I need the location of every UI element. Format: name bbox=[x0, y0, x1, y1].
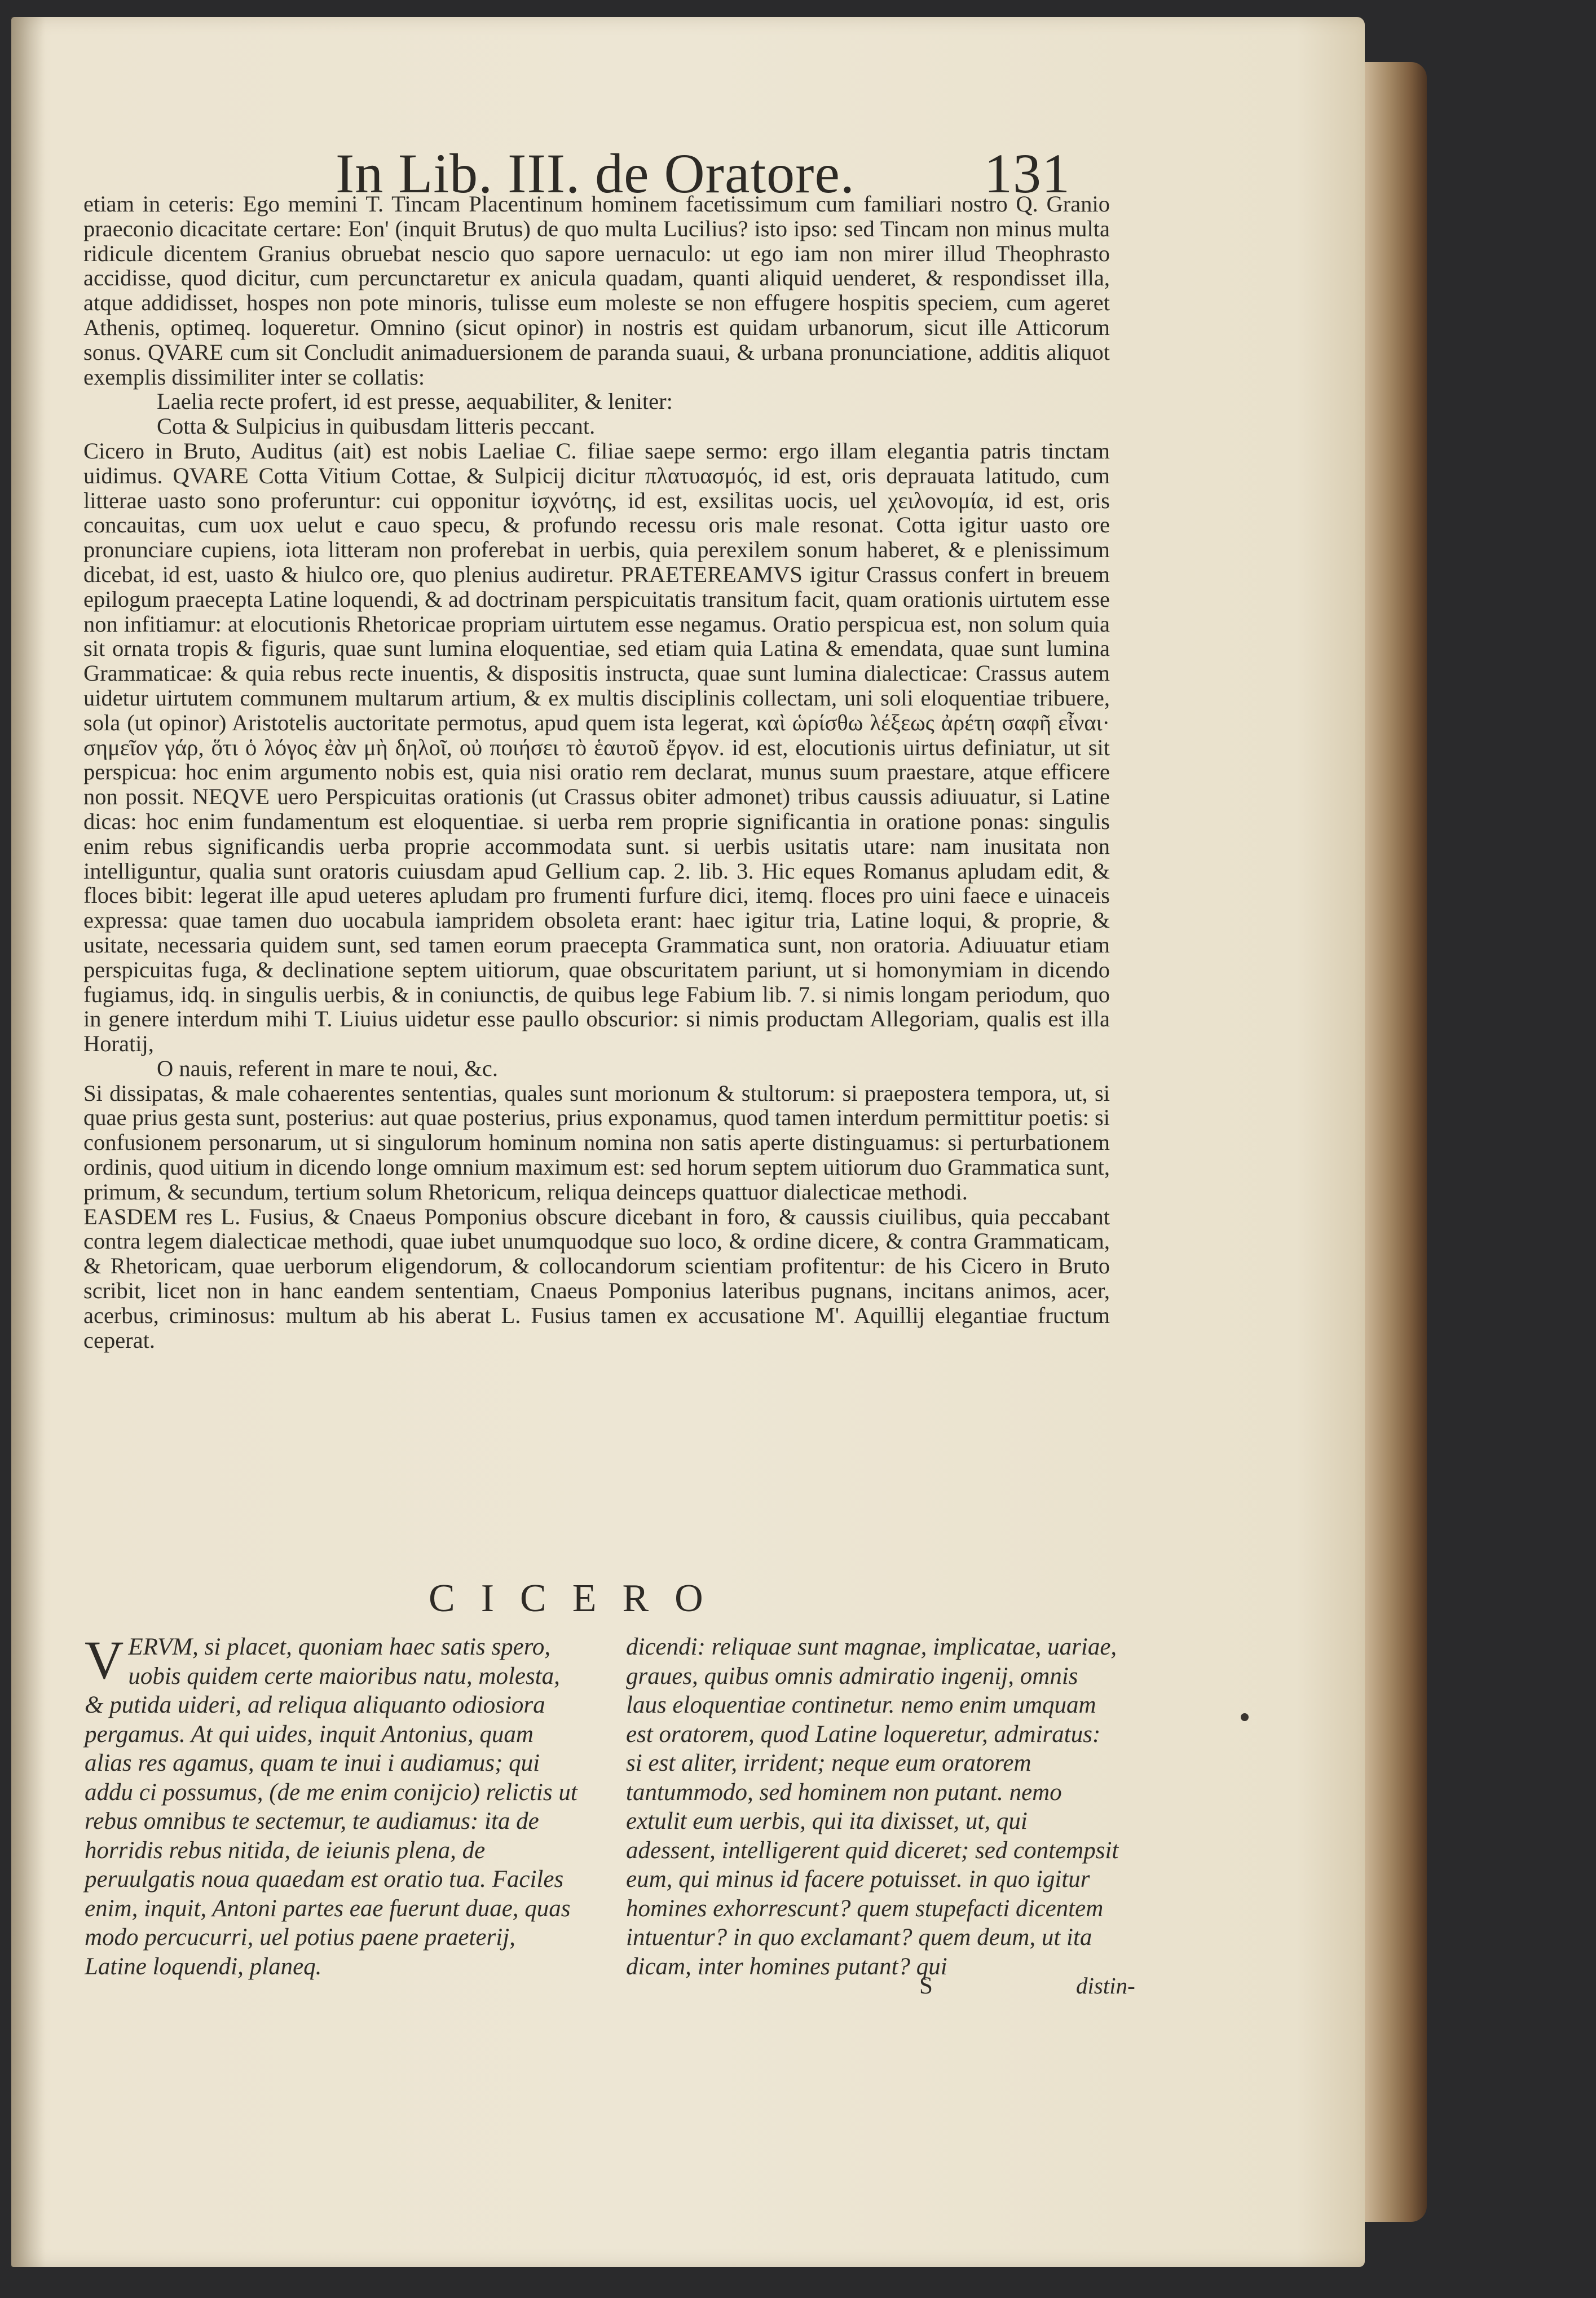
commentary-paragraph: Cicero in Bruto, Auditus (ait) est nobis Laeliae C. filiae saepe sermo: ergo illam elegantia patris tinctam uidimus. QVARE Cotta Vitium Cottae, & Sulpicij dicitur πλατυασμός, id est, oris deprauata latitudo, cum litterae uasto sono proferuntur: cui opponitur ἰσχνότης, id est, exsilitas uocis, uel χειλονομία, id est, oris concauitas, cum uox uelut e cauo specu, & profundo recessu oris male resonat. Cotta igitur uasto ore pronunciare cupiens, iota litteram non proferebat in uerbis, quia perexilem sonum haberet, & e plenissimum dicebat, id est, uasto & hiulco ore, quo plenius audiretur. PRAETEREAMVS igitur Crassus confert in breuem epilogum praecepta Latine loquendi, & ad doctrinam perspicuitatis transitum facit, quam orationis uirtutem esse non infitiamur: at elocutionis Rhetoricae propriam uirtutem esse negamus. Oratio perspicua est, non solum quia sit ornata tropis & figuris, quae sunt lumina eloquentiae, sed etiam quia Latina & emendata, quae sunt lumina Grammaticae: & quia rebus recte inuentis, & dispositis instructa, quae sunt lumina dialecticae: Crassus autem uidetur uirtutem communem multarum artium, & ex multis disciplinis collectam, uni soli eloquentiae tribuere, sola (ut opinor) Aristotelis auctoritate permotus, apud quem ista legerat, καὶ ὡρίσθω λέξεως ἀρέτη σαφῆ εἶναι· σημεῖον γάρ, ὅτι ὁ λόγος ἐὰν μὴ δηλοῖ, οὐ ποιήσει τὸ ἑαυτοῦ ἔργον. id est, elocutionis uirtus definiatur, ut sit perspicua: hoc enim argumento nobis est, quia nisi oratio rem declarat, munus suum praestare, atque efficere non possit. NEQVE uero Perspicuitas orationis (ut Crassus obiter admonet) tribus caussis adiuuatur, si Latine dicas: hoc enim fundamentum est eloquentiae. si uerba rem proprie significantia in oratione ponas: singulis enim rebus significandis uerba proprie accommodata sunt. si uerbis usitatis utare: nam inusitata non intelliguntur, qualia sunt oratoris cuiusdam apud Gellium cap. 2. lib. 3. Hic eques Romanus apludam edit, & floces bibit: legerat ille apud ueteres apludam pro frumenti furfure dici, itemq. floces pro uini faece e uinaceis expressa: quae tamen duo uocabula iampridem obsoleta erant: haec igitur tria, Latine loqui, & proprie, & usitate, necessaria quidem sunt, sed tamen eorum praecepta Grammatica sunt, non oratoria. Adiuuatur etiam perspicuitas fuga, & declinatione septem uitiorum, quae obscuritatem pariunt, ut si homonymiam in dicendo fugiamus, idq. in singulis uerbis, & in coniunctis, de quibus lege Fabium lib. 7. si nimis longam periodum, quo in genere interdum mihi T. Liuius uidetur esse paullo obscurior: si nimis productam Allegoriam, qualis est illa Horatij, bbox=[83, 438, 1110, 1057]
commentary-quotation: O nauis, referent in mare te noui, &c. bbox=[157, 1055, 499, 1081]
cicero-text-left: ERVM, si placet, quoniam haec satis spero, uobis quidem certe maioribus natu, molesta, & putida uideri, ad reliqua aliquanto odiosiora pergamus. At qui uides, inquit Antonius, quam alias res agamus, quam te inui i audiamus; qui addu ci possumus, (de me enim conijcio) relictis ut rebus omnibus te sectemur, te audiamus: ita de horridis rebus nitida, de ieiunis plena, de peruulgatis noua quaedam est oratio tua. Faciles enim, inquit, Antoni partes eae fuerunt duae, quas modo percucurri, uel potius paene praeterij, Latine loquendi, planeq. bbox=[85, 1634, 577, 1980]
ink-speck bbox=[1241, 1713, 1249, 1721]
gutter-shadow bbox=[11, 17, 45, 2267]
catchword: distin- bbox=[1076, 1973, 1135, 1999]
section-heading: CICERO bbox=[429, 1577, 729, 1620]
commentary-paragraph: etiam in ceteris: Ego memini T. Tincam Placentinum hominem facetissimum cum familiari nostro Q. Granio praeconio dicacitate certare: Eon' (inquit Brutus) de quo multa Lucilius? isto ipso: sed Tincam non minus multa ridicule dicentem Granius obruebat nescio quo sapore uernaculo: ut ego iam non mirer illud Theophrasto accidisse, quod dicitur, cum percunctaretur ex anicula quadam, quanti aliquid uenderet, & respondisset illa, atque addidisset, hospes non pote minoris, tulisse eum moleste se non effugere hospitis speciem, cum ageret Athenis, optimeq. loqueretur. Omnino (sicut opinor) in nostris est quidam urbanorum, sicut ille Atticorum sonus. QVARE cum sit Concludit animaduersionem de paranda suaui, & urbana pronunciatione, additis aliquot exemplis dissimiliter inter se collatis: bbox=[83, 191, 1110, 390]
drop-cap: V bbox=[85, 1630, 124, 1690]
page-number: 131 bbox=[984, 142, 1070, 205]
commentary-paragraph: EASDEM res L. Fusius, & Cnaeus Pomponius obscure dicebant in foro, & caussis ciuilibus, quia peccabant contra legem dialecticae methodi, quae iubet unumquodque suo loco, & ordine dicere, & contra Grammaticam, & Rhetoricam, quae uerborum eligendorum, & collocandorum scientiam profitentur: de his Cicero in Bruto scribit, licet non in hanc eandem sententiam, Cnaeus Pomponius lateribus pugnans, incitans animos, acer, acerbus, criminosus: multum ab his aberat L. Fusius tamen ex accusatione M'. Aquillij elegantiae fructum ceperat. bbox=[83, 1203, 1110, 1353]
cicero-text-left-column bbox=[85, 1630, 581, 1981]
cicero-text-right-column bbox=[626, 1633, 1122, 1981]
cicero-text-right: dicendi: reliquae sunt magnae, implicatae, uariae, graues, quibus omnis admiratio ingenij, omnis laus eloquentiae continetur. nemo enim umquam est oratorem, quod Latine loqueretur, admiratus: si est aliter, irrident; neque eum oratorem tantummodo, sed hominem non putant. nemo extulit eum uerbis, qui ita dixisset, ut, qui adessent, intelligerent quid diceret; sed contempsit eum, qui minus id facere potuisset. in quo igitur homines exhorrescunt? quem stupefacti dicentem intuentur? in quo exclamant? quem deum, ut ita dicam, inter homines putant? qui bbox=[626, 1634, 1119, 1980]
running-head-title: In Lib. III. de Oratore. bbox=[336, 142, 855, 205]
commentary-paragraph: Si dissipatas, & male cohaerentes sententias, quales sunt morionum & stultorum: si praepostera tempora, ut, si quae prius gesta sunt, posterius: aut quae posterius, prius exponamus, quod tamen interdum permittitur poetis: si confusionem personarum, ut si singulorum hominum nomina non satis aperte distinguamus: si perturbationem ordinis, quod uitium in dicendo longe omnium maximum est: sed horum septem uitiorum duo Grammatica sunt, primum, & secundum, tertium solum Rhetoricum, reliqua deinceps quattuor dialecticae methodi. bbox=[83, 1080, 1110, 1205]
commentary-block bbox=[83, 192, 1110, 1352]
commentary-example-line: Cotta & Sulpicius in quibusdam litteris peccant. bbox=[157, 413, 596, 439]
signature-mark: S bbox=[919, 1973, 933, 1999]
commentary-example-line: Laelia recte profert, id est presse, aequabiliter, & leniter: bbox=[157, 389, 673, 414]
